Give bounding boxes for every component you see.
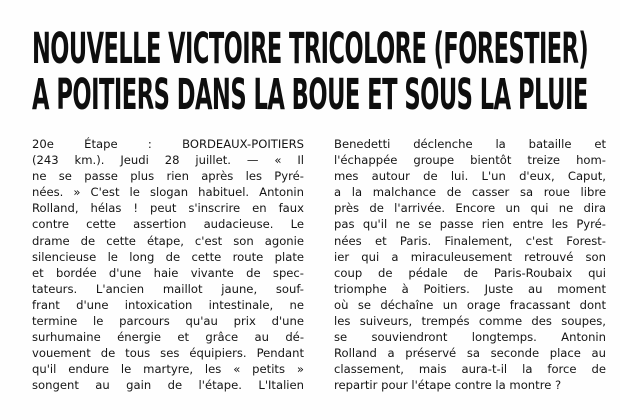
text-line: ier qui a miraculeusement retrouvé son — [334, 249, 606, 264]
headline — [32, 24, 592, 120]
text-line: qu'il endure le martyre, les « petits » — [32, 362, 304, 377]
text-line: coup de pédale de Paris-Roubaix qui — [334, 265, 606, 280]
text-line: mes autour de lui. L'un d'eux, Caput, — [334, 169, 606, 184]
text-line: Rolland, hélas ! peut s'inscrire en faux — [32, 201, 304, 216]
text-line: nées et Paris. Finalement, c'est Forest- — [334, 233, 606, 248]
text-line: tateurs. L'ancien maillot jaune, souf- — [32, 281, 304, 296]
text-line: termine le parcours qu'au prix d'une — [32, 314, 304, 329]
text-line: surhumaine énergie et grâce au dé- — [32, 330, 304, 345]
article-column-right — [334, 136, 606, 394]
headline-line-2: A POITIERS DANS LA BOUE ET SOUS LA PLUIE — [32, 70, 588, 120]
text-line: a la malchance de casser sa roue libre — [334, 185, 606, 200]
text-line: classement, mais aura-t-il la force de — [334, 362, 606, 377]
text-line: l'échappée groupe bientôt treize hom- — [334, 153, 606, 168]
text-line: repartir pour l'étape contre la montre ? — [334, 378, 562, 393]
text-line: près de l'arrivée. Encore un qui ne dira — [334, 201, 606, 216]
text-line: Rolland a préservé sa seconde place au — [334, 346, 606, 361]
text-line: drame de cette étape, c'est son agonie — [32, 233, 304, 248]
headline-line-1: NOUVELLE VICTOIRE TRICOLORE (FORESTIER) — [32, 24, 589, 74]
text-line: ne se passe plus rien après les Pyré- — [32, 169, 304, 184]
text-line: vouement de tous ses équipiers. Pendant — [32, 346, 304, 361]
text-line: les suiveurs, trempés comme des soupes, — [334, 314, 606, 329]
article-column-left — [32, 136, 304, 394]
text-line: (243 km.). Jeudi 28 juillet. — « Il — [32, 153, 304, 168]
text-line: songent au gain de l'étape. L'Italien — [32, 378, 304, 393]
text-line: se souviendront longtemps. Antonin — [334, 330, 606, 345]
text-line: Benedetti déclenche la bataille et — [334, 137, 606, 151]
text-line: et bordée d'une haie vivante de spec- — [32, 265, 304, 280]
text-line: silencieuse le long de cette route plate — [32, 249, 304, 264]
text-line: triomphe à Poitiers. Juste au moment — [334, 281, 606, 296]
text-line: contre cette assertion audacieuse. Le — [32, 217, 304, 232]
text-line: pas qu'il ne se passe rien entre les Pyré- — [334, 217, 606, 232]
text-line: frant d'une intoxication intestinale, ne — [32, 297, 304, 312]
text-line: nées. » C'est le slogan habituel. Antonin — [32, 185, 304, 200]
text-line: où se déchaîne un orage fracassant dont — [334, 297, 606, 312]
text-line: 20e Étape : BORDEAUX-POITIERS — [32, 137, 304, 151]
